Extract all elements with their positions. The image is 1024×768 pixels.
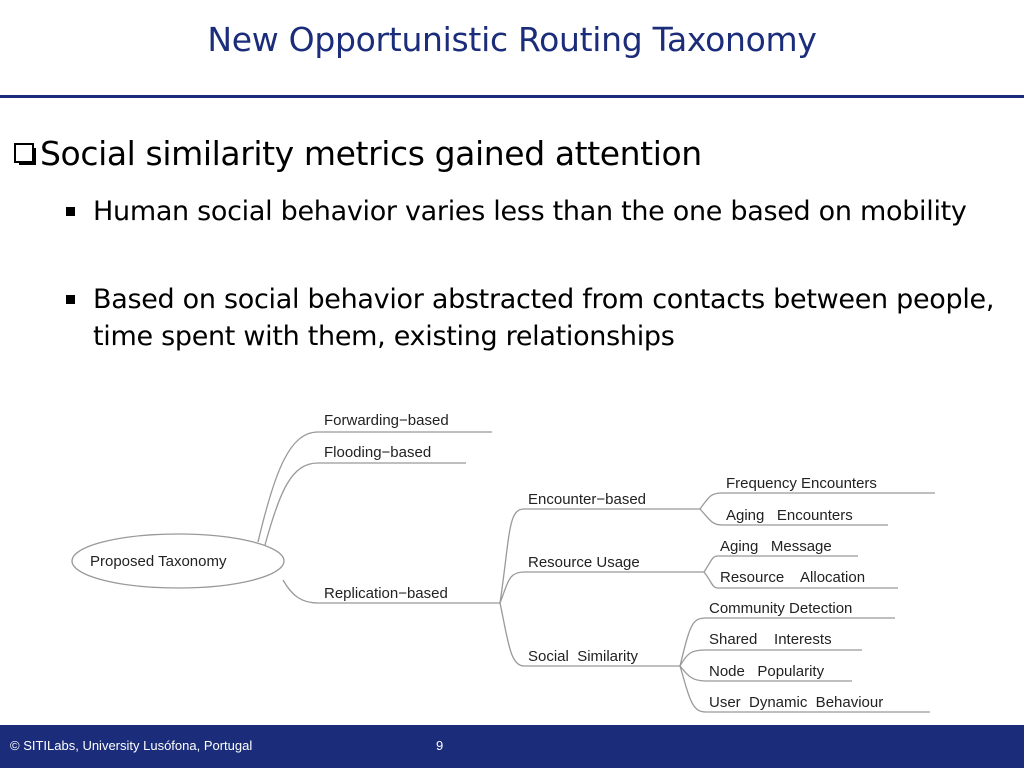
connector xyxy=(265,463,466,545)
node-encounter: Encounter−based xyxy=(528,491,647,508)
checkbox-bullet-icon xyxy=(14,143,34,163)
node-shared-interests: Shared Interests xyxy=(709,631,832,648)
footer-bar xyxy=(0,725,1024,768)
node-frequency-encounters: Frequency Encounters xyxy=(726,475,877,492)
node-user-dynamic-behaviour: User Dynamic Behaviour xyxy=(709,694,884,711)
taxonomy-mind-map xyxy=(0,400,1024,720)
square-bullet-icon xyxy=(66,295,75,304)
node-aging-message: Aging Message xyxy=(720,538,832,555)
footer-copyright: © SITILabs, University Lusófona, Portugal xyxy=(10,738,253,753)
node-aging-encounters: Aging Encounters xyxy=(726,507,853,524)
node-social-similarity: Social Similarity xyxy=(528,648,639,665)
node-resource-allocation: Resource Allocation xyxy=(720,569,866,586)
sub-bullet-text: Based on social behavior abstracted from contacts between people, time spent with them, existing relationships xyxy=(93,284,995,352)
page-number: 9 xyxy=(436,738,444,753)
sub-bullet-1 xyxy=(66,193,996,230)
square-bullet-icon xyxy=(66,207,75,216)
slide-title: New Opportunistic Routing Taxonomy xyxy=(207,20,817,59)
title-divider xyxy=(0,95,1024,98)
sub-bullet-2 xyxy=(66,281,996,355)
main-bullet xyxy=(14,134,702,173)
node-node-popularity: Node Popularity xyxy=(709,663,825,680)
connector xyxy=(500,572,704,603)
sub-bullet-text: Human social behavior varies less than the one based on mobility xyxy=(93,196,967,227)
main-bullet-text: Social similarity metrics gained attention xyxy=(40,134,702,173)
node-flooding: Flooding−based xyxy=(324,444,432,461)
node-resource-usage: Resource Usage xyxy=(528,554,640,571)
node-community-detection: Community Detection xyxy=(709,600,853,617)
node-forwarding: Forwarding−based xyxy=(324,412,449,429)
root-node-label: Proposed Taxonomy xyxy=(90,553,227,570)
node-replication: Replication−based xyxy=(324,585,448,602)
